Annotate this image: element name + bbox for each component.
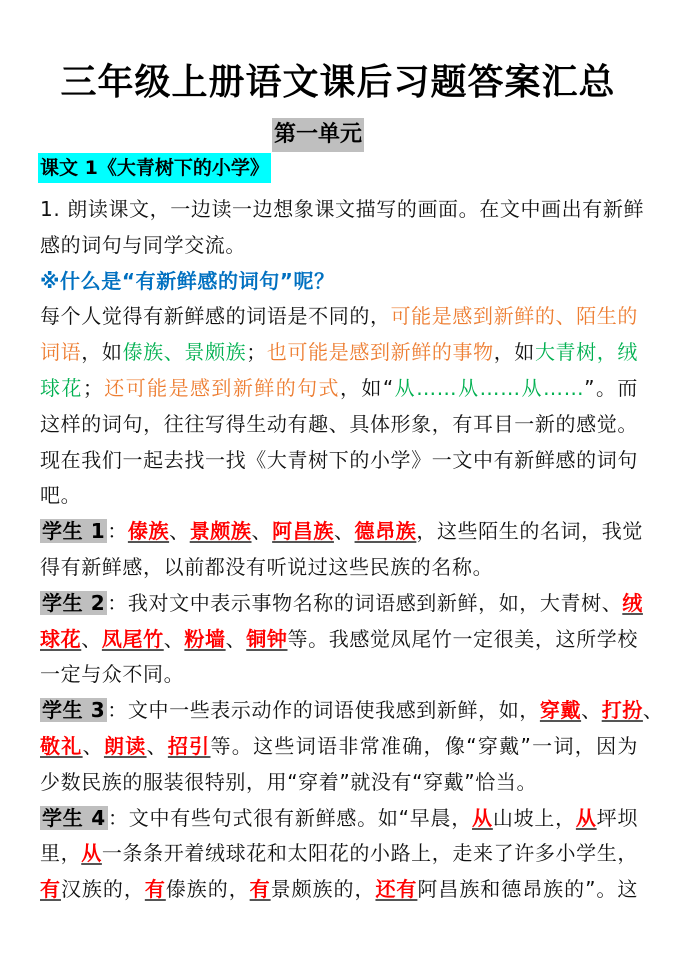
keyword: 从 — [575, 805, 597, 830]
explanation-line: 吧。 — [40, 483, 82, 508]
text-span: ”。而 — [584, 375, 638, 400]
text-span: 里， — [40, 841, 82, 866]
text-span: ： — [107, 590, 128, 615]
text-span: ： — [107, 805, 129, 830]
question-line: 感的词句与同学交流。 — [40, 232, 246, 257]
student-label: 学生 2 — [42, 590, 106, 615]
text-span: 山坡上， — [492, 805, 576, 830]
student-3-line — [40, 729, 638, 765]
text-span: 文中一些表示动作的词语使我感到新鲜，如， — [127, 698, 540, 723]
green-text: 大青树，绒 — [534, 340, 639, 365]
orange-text: 还可能是感到新鲜的句式 — [103, 375, 340, 400]
student-label: 学生 1 — [42, 519, 106, 544]
student-3-line: 少数民族的服装很特别，用“穿着”就没有“穿戴”恰当。 — [40, 769, 538, 794]
document-body — [40, 192, 664, 908]
orange-text: 可能是感到新鲜的、陌生的 — [390, 304, 638, 329]
text-span: 坪坝 — [596, 805, 639, 830]
explanation-line: 现在我们一起去找一找《大青树下的小学》一文中有新鲜感的词句 — [40, 447, 638, 472]
text-span: ，如“ — [339, 375, 394, 400]
unit-heading: 第一单元 — [272, 118, 364, 152]
text-span: ，如 — [493, 340, 535, 365]
student-2-line — [40, 586, 643, 622]
keyword: 球花 — [40, 626, 82, 651]
green-text: 球花 — [40, 375, 83, 400]
text-span: ； — [246, 340, 267, 365]
keyword: 敬礼 — [40, 733, 83, 758]
keyword: 从 — [81, 841, 102, 866]
text-span: 、 — [251, 519, 273, 544]
keyword: 德昂族 — [354, 519, 417, 544]
text-span: 每个人觉得有新鲜感的词语是不同的， — [40, 304, 391, 329]
text-span: ： — [107, 698, 128, 723]
student-4-line — [40, 872, 638, 908]
keyword: 铜钟 — [246, 626, 288, 651]
keyword: 朗读 — [103, 733, 147, 758]
text-span: 、 — [581, 698, 602, 723]
text-span: 、 — [225, 626, 247, 651]
page-title: 三年级上册语文课后习题答案汇总 — [60, 62, 616, 103]
text-span: 汉族的， — [60, 877, 145, 902]
text-span: 阿昌族和德昂族的”。这 — [417, 877, 638, 902]
text-span: 、 — [163, 626, 185, 651]
keyword: 凤尾竹 — [101, 626, 164, 651]
text-span: 等。这些词语非常准确，像“穿戴”一词，因为 — [210, 733, 638, 758]
text-span: 、 — [333, 519, 355, 544]
keyword: 招引 — [167, 733, 211, 758]
text-span: 、 — [642, 698, 664, 723]
keyword: 阿昌族 — [272, 519, 334, 544]
text-span: 一条条开着绒球花和太阳花的小路上，走来了许多小学生， — [101, 841, 638, 866]
text-span: 、 — [169, 519, 190, 544]
keyword: 还有 — [375, 877, 418, 902]
text-span: 、 — [82, 733, 104, 758]
student-2-line: 一定与众不同。 — [40, 662, 185, 687]
tip-heading: ※什么是“有新鲜感的词句”呢？ — [40, 268, 335, 293]
student-4-line — [40, 836, 638, 872]
student-3-line — [40, 693, 664, 729]
keyword: 粉墙 — [184, 626, 226, 651]
student-1-line: 得有新鲜感，以前都没有听说过这些民族的名称。 — [40, 554, 494, 579]
question-line: 1. 朗读课文，一边读一边想象课文描写的画面。在文中画出有新鲜 — [40, 197, 645, 221]
explanation-line — [40, 371, 638, 407]
text-span: 文中有些句式很有新鲜感。如“早晨， — [128, 805, 473, 830]
keyword: 有 — [40, 877, 61, 902]
keyword: 傣族 — [127, 519, 170, 544]
keyword: 从 — [472, 805, 493, 830]
text-span: 傣族的， — [165, 877, 250, 902]
student-1-line — [40, 514, 643, 550]
keyword: 穿戴 — [539, 698, 582, 723]
green-text: 从……从……从…… — [393, 375, 585, 400]
keyword: 绒 — [622, 590, 643, 615]
text-span: ，这些陌生的名词，我觉 — [416, 519, 643, 544]
explanation-line: 这样的词句，往往写得生动有趣、具体形象，有耳目一新的感觉。 — [40, 411, 638, 436]
text-span: 、 — [146, 733, 168, 758]
keyword: 打扮 — [601, 698, 643, 723]
explanation-line — [40, 335, 638, 371]
student-4-line — [40, 801, 638, 837]
student-label: 学生 3 — [42, 698, 106, 723]
text-span: 景颇族的， — [270, 877, 376, 902]
explanation-line — [40, 299, 638, 335]
text-span: ： — [107, 519, 128, 544]
text-span: ，如 — [81, 340, 123, 365]
lesson-heading: 课文 1《大青树下的小学》 — [38, 153, 271, 183]
text-span: 等。我感觉凤尾竹一定很美，这所学校 — [287, 626, 638, 651]
student-2-line — [40, 622, 638, 658]
orange-text: 词语 — [40, 340, 82, 365]
student-label: 学生 4 — [42, 805, 106, 830]
text-span: ； — [82, 375, 104, 400]
orange-text: 也可能是感到新鲜的事物 — [266, 340, 494, 365]
green-text: 傣族、景颇族 — [122, 340, 247, 365]
keyword: 有 — [144, 877, 166, 902]
text-span: 、 — [81, 626, 102, 651]
keyword: 景颇族 — [189, 519, 252, 544]
keyword: 有 — [249, 877, 271, 902]
text-span: 我对文中表示事物名称的词语感到新鲜，如，大青树、 — [127, 590, 623, 615]
